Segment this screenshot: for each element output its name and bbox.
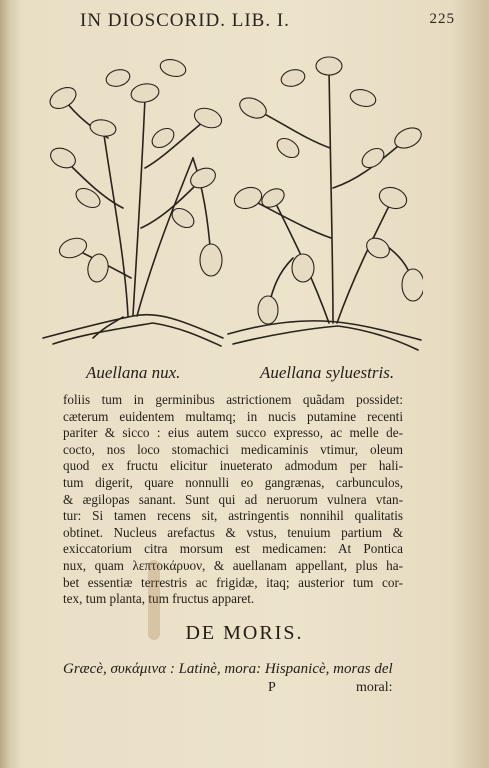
text-line: tum digerit, quare nonnulli eo gangrænas, carbunculos, <box>63 474 403 490</box>
leaves-left <box>46 57 224 284</box>
text-line: tex, tum planta, tum fructus apparet. <box>63 591 255 607</box>
text-line: cæterum euidentem multamq; in nucis putamine recenti <box>63 408 403 424</box>
section-heading: DE MORIS. <box>185 622 304 644</box>
text-line: pariter & sicco : eius autem succo expresso, ac melle de- <box>63 425 403 441</box>
text-line: & ægilopas sanant. Sunt qui ad neruorum vulnera vtan- <box>63 491 403 507</box>
body-paragraph <box>63 392 403 608</box>
text-line: foliis tum in germinibus astrictionem quãdam possidet: <box>63 392 403 407</box>
caption-right: Auellana syluestris. <box>260 363 395 382</box>
gloss-line: Græcè, συκάμινα : Latinè, mora: Hispanicè, moras del <box>63 661 393 677</box>
catchword: moral: <box>356 680 393 695</box>
text-line: quod ex fructu elicitur inueterato admodum per hali- <box>63 458 403 474</box>
text-line: bet essentiæ terrestris ac frigidæ, itaq; austerior tum cor- <box>63 574 403 590</box>
text-line: exiccatorium citra morsum est medicamen: At Pontica <box>63 541 403 557</box>
running-title: IN DIOSCORID. LIB. I. <box>80 10 290 31</box>
text-line: cocto, nos loco stomachici medicaminis vtimur, oleum <box>63 441 403 457</box>
leaves-right <box>231 57 423 324</box>
woodcut-illustration <box>33 38 423 360</box>
text-line: tur: Si tamen recens sit, astringentis nonnihil qualitatis <box>63 508 403 524</box>
text-line: nux, quam λεπτοκάρυον, & auellanam appellant, plus ha- <box>63 557 403 573</box>
text-line: obtinet. Nucleus arefactus & vstus, tenuium partium & <box>63 524 403 540</box>
page-number: 225 <box>429 11 455 27</box>
caption-left: Auellana nux. <box>86 363 181 382</box>
signature-mark: P <box>268 680 276 695</box>
hazel-tree-left <box>43 98 223 346</box>
